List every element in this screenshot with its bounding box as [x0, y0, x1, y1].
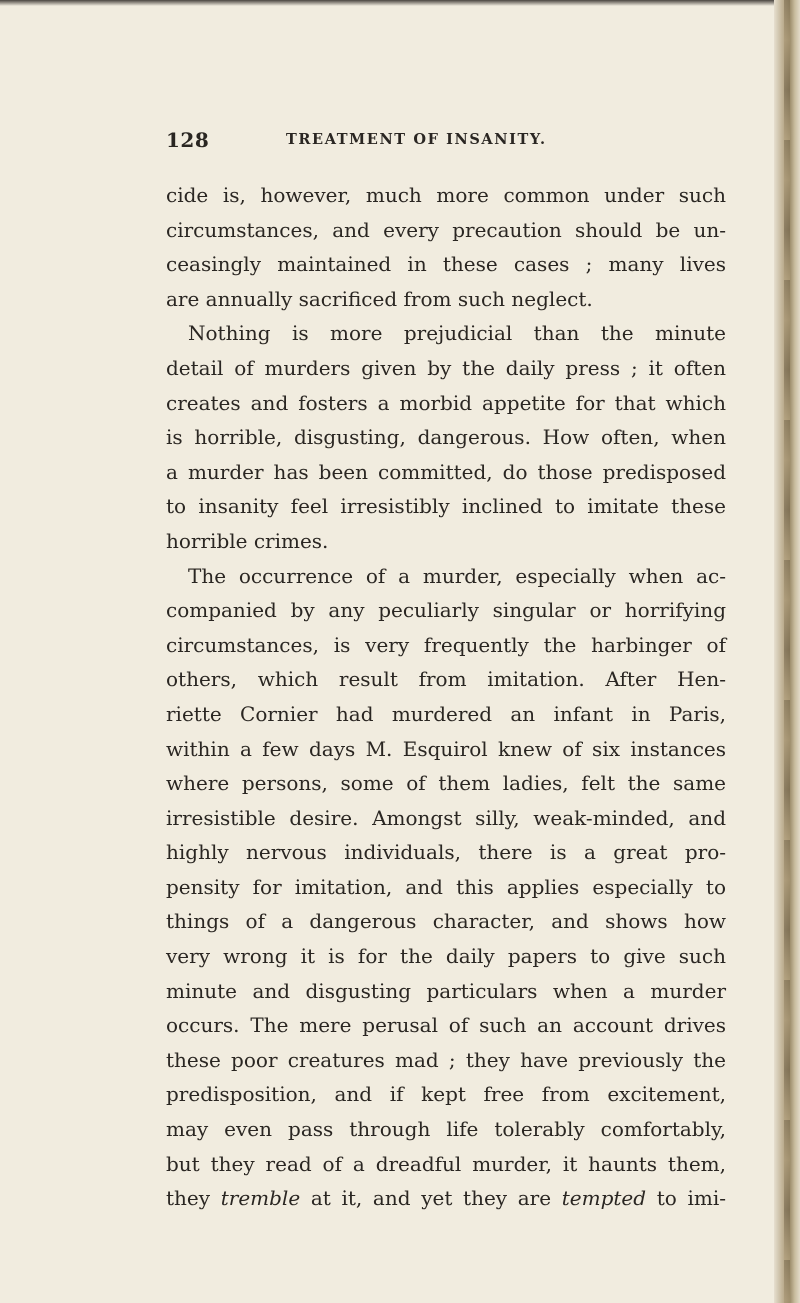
text-line: companied by any peculiarly singular or horrifying [166, 598, 726, 623]
text-line: creates and fosters a morbid appetite for that which [166, 390, 726, 415]
text-line: where persons, some of them ladies, felt the same [166, 771, 726, 796]
italic-word-tempted: tempted [561, 1186, 647, 1211]
text-line: others, which result from imitation. After Hen- [166, 667, 726, 692]
text-line: irresistible desire. Amongst silly, weak-minded, and [166, 805, 726, 830]
text-line: is horrible, disgusting, dangerous. How often, when [166, 425, 726, 450]
text-line: predisposition, and if kept free from excitement, [166, 1082, 726, 1107]
text-line: circumstances, is very frequently the harbinger of [166, 632, 726, 657]
text-line: very wrong it is for the daily papers to give such [166, 944, 726, 969]
text-line: occurs. The mere perusal of such an account drives [166, 1013, 726, 1038]
page-binding-edge [774, 0, 800, 1303]
text-line: minute and disgusting particulars when a murder [166, 978, 726, 1003]
text-line: these poor creatures mad ; they have previously the [166, 1047, 726, 1072]
last-line-part3: to imi- [646, 1186, 727, 1211]
text-line: are annually sacrificed from such neglect. [166, 286, 593, 311]
text-line: cide is, however, much more common under such [166, 183, 726, 207]
text-line: riette Cornier had murdered an infant in Paris, [166, 701, 726, 726]
text-line: horrible crimes. [166, 528, 329, 553]
running-head: TREATMENT OF INSANITY. [286, 131, 547, 148]
text-line: highly nervous individuals, there is a great pro- [166, 840, 726, 865]
text-line: to insanity feel irresistibly inclined to imitate these [166, 494, 726, 519]
text-line: circumstances, and every precaution should be un- [166, 217, 726, 242]
last-line-part2: at it, and yet they are [300, 1186, 562, 1211]
text-line: things of a dangerous character, and shows how [166, 909, 726, 934]
text-line: but they read of a dreadful murder, it haunts them, [166, 1151, 726, 1176]
text-line: pensity for imitation, and this applies especially to [166, 874, 726, 899]
text-line: The occurrence of a murder, especially when ac- [188, 563, 726, 588]
text-line: Nothing is more prejudicial than the minute [188, 321, 726, 346]
italic-word-tremble: tremble [220, 1186, 301, 1211]
text-line: ceasingly maintained in these cases ; many lives [166, 252, 726, 277]
body-text [166, 178, 726, 1216]
page-header [166, 128, 726, 158]
text-line: within a few days M. Esquirol knew of six instances [166, 736, 726, 761]
page-number: 128 [166, 128, 210, 152]
text-line: detail of murders given by the daily press ; it often [166, 355, 726, 380]
text-line-last [166, 1181, 726, 1216]
last-line-part1: they [166, 1186, 221, 1211]
text-line: a murder has been committed, do those predisposed [166, 459, 726, 484]
text-line: may even pass through life tolerably comfortably, [166, 1117, 726, 1142]
